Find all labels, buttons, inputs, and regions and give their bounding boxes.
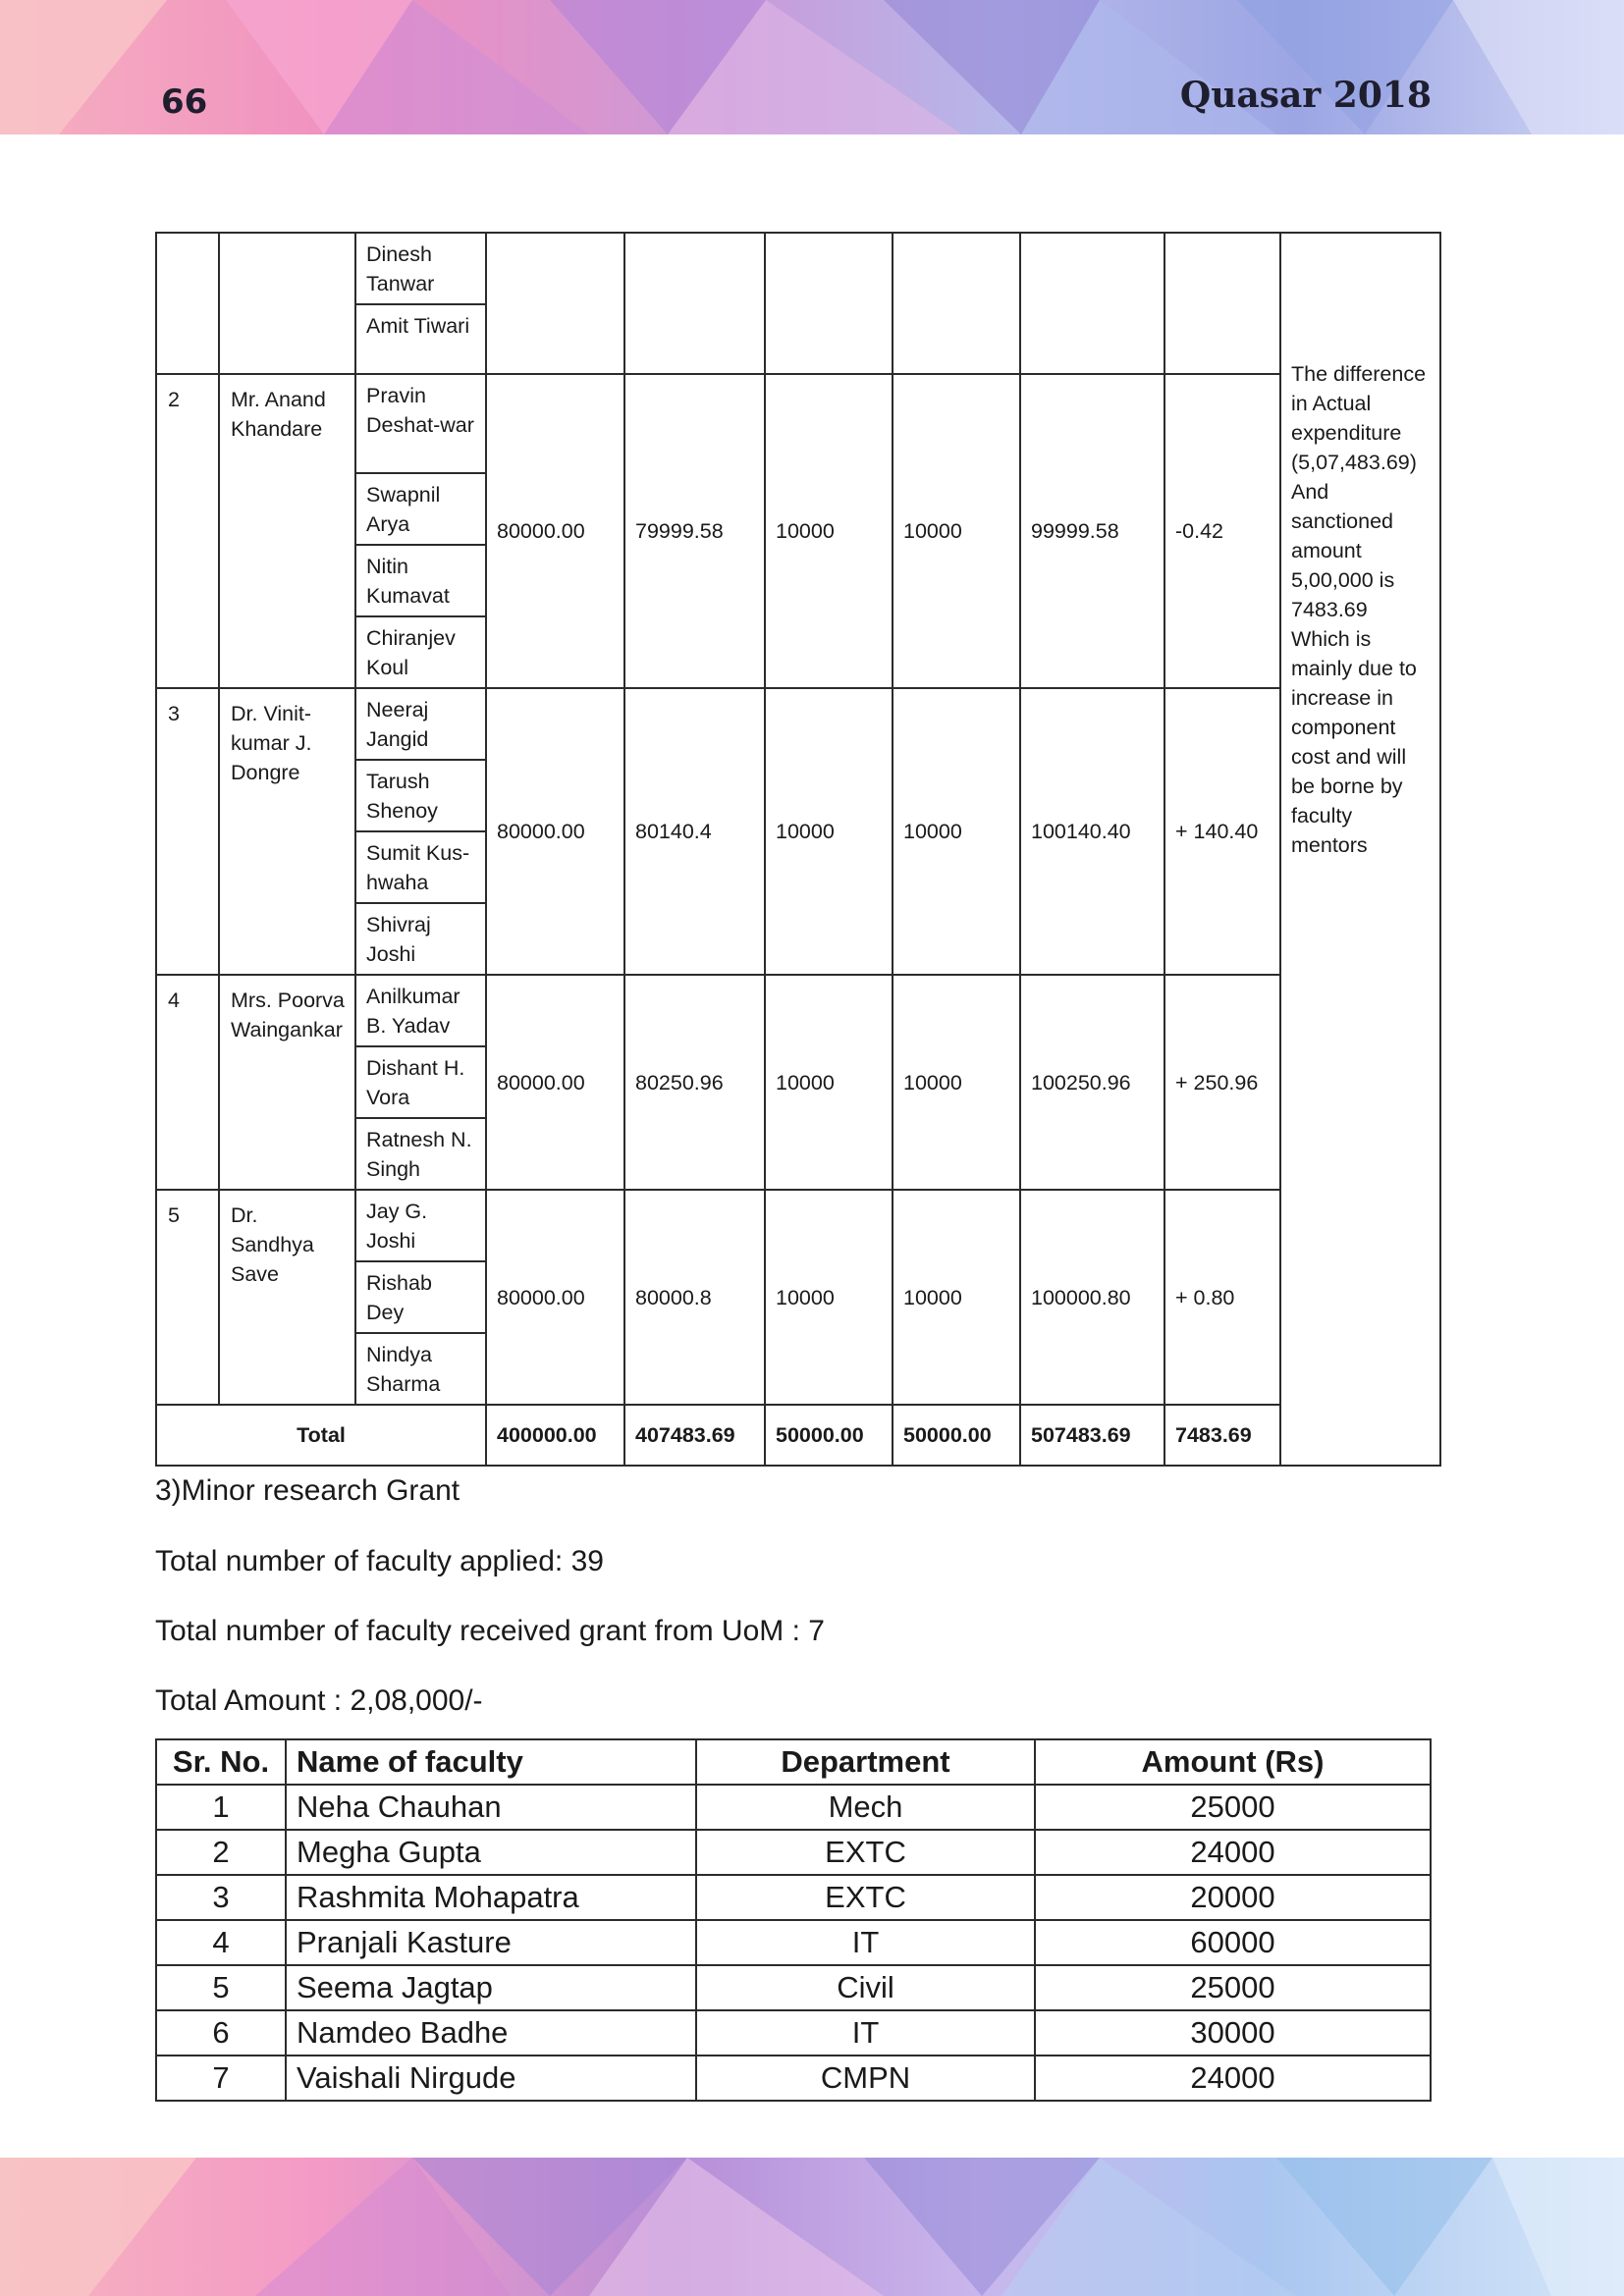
total-value: 7483.69 [1164, 1405, 1280, 1466]
value-cell: 80000.00 [486, 688, 624, 975]
value-cell: + 140.40 [1164, 688, 1280, 975]
value-cell [486, 233, 624, 374]
value-cell: 10000 [765, 688, 893, 975]
value-cell: 80250.96 [624, 975, 765, 1190]
total-value: 50000.00 [765, 1405, 893, 1466]
member-cell: Rishab Dey [355, 1261, 486, 1333]
column-header: Department [696, 1739, 1035, 1785]
grant-expenditure-table [155, 232, 1441, 1467]
table-row [156, 688, 1440, 760]
value-cell: 100000.80 [1020, 1190, 1164, 1405]
section-heading: 3)Minor research Grant [155, 1474, 460, 1507]
value-cell: 100140.40 [1020, 688, 1164, 975]
sr-no-cell: 6 [156, 2010, 286, 2056]
value-cell [893, 233, 1020, 374]
table-row [156, 1965, 1431, 2010]
value-cell: 80140.4 [624, 688, 765, 975]
value-cell: -0.42 [1164, 374, 1280, 688]
value-cell: 80000.00 [486, 975, 624, 1190]
faculty-name-cell: Rashmita Mohapatra [286, 1875, 696, 1920]
table-row [156, 2056, 1431, 2101]
column-header: Sr. No. [156, 1739, 286, 1785]
member-cell: Neeraj Jangid [355, 688, 486, 760]
table-row [156, 2010, 1431, 2056]
member-cell: Jay G. Joshi [355, 1190, 486, 1261]
amount-cell: 25000 [1035, 1785, 1431, 1830]
member-cell: Chiranjev Koul [355, 616, 486, 688]
department-cell: Civil [696, 1965, 1035, 2010]
member-cell: Ratnesh N. Singh [355, 1118, 486, 1190]
page-number: 66 [161, 82, 208, 122]
member-cell: Nindya Sharma [355, 1333, 486, 1405]
value-cell [1164, 233, 1280, 374]
value-cell: 100250.96 [1020, 975, 1164, 1190]
faculty-grant-table [155, 1738, 1432, 2102]
member-cell: Shivraj Joshi [355, 903, 486, 975]
amount-cell: 25000 [1035, 1965, 1431, 2010]
column-header: Name of faculty [286, 1739, 696, 1785]
total-value: 407483.69 [624, 1405, 765, 1466]
department-cell: Mech [696, 1785, 1035, 1830]
total-value: 507483.69 [1020, 1405, 1164, 1466]
value-cell: 80000.8 [624, 1190, 765, 1405]
faculty-name-cell: Pranjali Kasture [286, 1920, 696, 1965]
value-cell [624, 233, 765, 374]
sr-no-cell: 2 [156, 1830, 286, 1875]
department-cell: CMPN [696, 2056, 1035, 2101]
sr-no-cell: 4 [156, 975, 219, 1190]
member-cell: Anilkumar B. Yadav [355, 975, 486, 1046]
table-header-row [156, 1739, 1431, 1785]
amount-cell: 20000 [1035, 1875, 1431, 1920]
member-cell: Tarush Shenoy [355, 760, 486, 831]
table-row [156, 1920, 1431, 1965]
value-cell: 79999.58 [624, 374, 765, 688]
amount-cell: 24000 [1035, 1830, 1431, 1875]
member-cell: Dishant H. Vora [355, 1046, 486, 1118]
total-label: Total [156, 1405, 486, 1466]
value-cell: 80000.00 [486, 374, 624, 688]
footer-banner-art [0, 2158, 1624, 2296]
remark-note: The difference in Actual expenditure (5,07,483.69) And sanctioned amount 5,00,000 is 7483.69 Which is mainly due to increase in component cost and will be borne by faculty mentors [1280, 233, 1440, 1466]
sr-no-cell: 7 [156, 2056, 286, 2101]
table-row [156, 975, 1440, 1046]
faculty-name-cell: Megha Gupta [286, 1830, 696, 1875]
member-cell: Swapnil Arya [355, 473, 486, 545]
total-value: 400000.00 [486, 1405, 624, 1466]
member-cell: Nitin Kumavat [355, 545, 486, 616]
value-cell: 10000 [893, 374, 1020, 688]
table-row [156, 233, 1440, 304]
table-row [156, 1875, 1431, 1920]
table-row [156, 1830, 1431, 1875]
department-cell: EXTC [696, 1875, 1035, 1920]
total-value: 50000.00 [893, 1405, 1020, 1466]
faculty-name-cell: Seema Jagtap [286, 1965, 696, 2010]
value-cell [1020, 233, 1164, 374]
faculty-applied-text: Total number of faculty applied: 39 [155, 1545, 604, 1577]
faculty-name-cell: Vaishali Nirgude [286, 2056, 696, 2101]
table-row [156, 1785, 1431, 1830]
value-cell: 99999.58 [1020, 374, 1164, 688]
department-cell: IT [696, 2010, 1035, 2056]
value-cell [765, 233, 893, 374]
faculty-received-text: Total number of faculty received grant from UoM : 7 [155, 1615, 825, 1647]
faculty-name-cell: Neha Chauhan [286, 1785, 696, 1830]
mentor-cell: Dr. Vinit-kumar J. Dongre [219, 688, 355, 975]
value-cell: 10000 [893, 688, 1020, 975]
department-cell: IT [696, 1920, 1035, 1965]
table-row [156, 1190, 1440, 1261]
sr-no-cell: 5 [156, 1965, 286, 2010]
sr-no-cell: 2 [156, 374, 219, 688]
mentor-cell: Mrs. Poorva Waingankar [219, 975, 355, 1190]
value-cell: 80000.00 [486, 1190, 624, 1405]
value-cell: 10000 [765, 1190, 893, 1405]
faculty-name-cell: Namdeo Badhe [286, 2010, 696, 2056]
total-row [156, 1405, 1440, 1466]
value-cell: + 0.80 [1164, 1190, 1280, 1405]
member-cell: Sumit Kus-hwaha [355, 831, 486, 903]
sr-no-cell: 5 [156, 1190, 219, 1405]
amount-cell: 60000 [1035, 1920, 1431, 1965]
table-row [156, 374, 1440, 473]
value-cell: 10000 [765, 374, 893, 688]
sr-no-cell: 3 [156, 688, 219, 975]
value-cell: + 250.96 [1164, 975, 1280, 1190]
footer-banner [0, 2158, 1624, 2296]
member-cell: Pravin Deshat-war [355, 374, 486, 473]
amount-cell: 30000 [1035, 2010, 1431, 2056]
sr-no-cell: 4 [156, 1920, 286, 1965]
sr-no-cell [156, 233, 219, 374]
member-cell: Amit Tiwari [355, 304, 486, 374]
mentor-cell [219, 233, 355, 374]
value-cell: 10000 [765, 975, 893, 1190]
amount-cell: 24000 [1035, 2056, 1431, 2101]
sr-no-cell: 3 [156, 1875, 286, 1920]
publication-title: Quasar 2018 [1179, 75, 1432, 116]
mentor-cell: Dr. Sandhya Save [219, 1190, 355, 1405]
value-cell: 10000 [893, 975, 1020, 1190]
value-cell: 10000 [893, 1190, 1020, 1405]
column-header: Amount (Rs) [1035, 1739, 1431, 1785]
department-cell: EXTC [696, 1830, 1035, 1875]
total-amount-text: Total Amount : 2,08,000/- [155, 1684, 483, 1717]
member-cell: Dinesh Tanwar [355, 233, 486, 304]
mentor-cell: Mr. Anand Khandare [219, 374, 355, 688]
sr-no-cell: 1 [156, 1785, 286, 1830]
